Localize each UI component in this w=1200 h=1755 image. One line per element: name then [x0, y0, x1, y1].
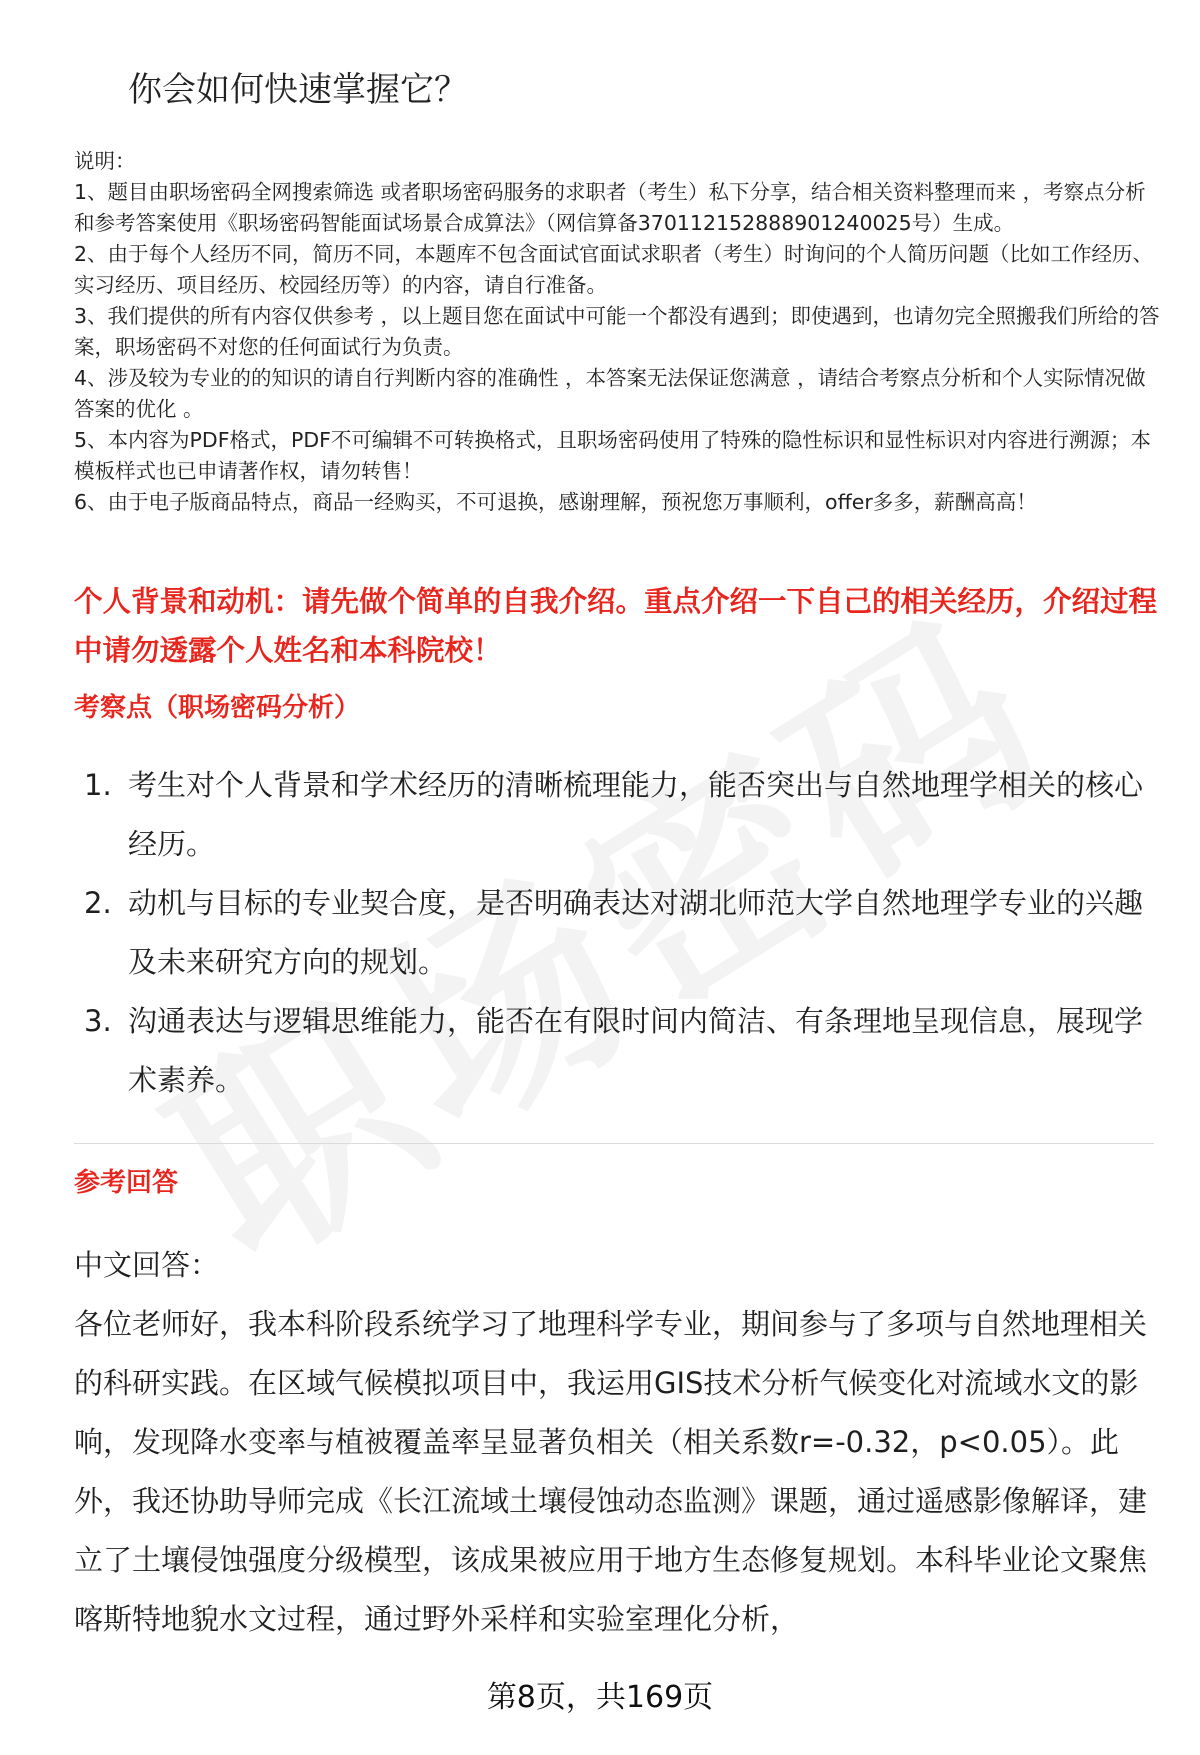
note-item: 6、由于电子版商品特点，商品一经购买，不可退换，感谢理解，预祝您万事顺利，offer多多，薪酬高高！ — [74, 490, 1037, 514]
reference-heading: 参考回答 — [74, 1168, 179, 1198]
list-text: 沟通表达与逻辑思维能力，能否在有限时间内简洁、有条理地呈现信息，展现学术素养。 — [128, 1004, 1144, 1097]
answer-language-label: 中文回答： — [74, 1248, 220, 1282]
list-text: 动机与目标的专业契合度，是否明确表达对湖北师范大学自然地理学专业的兴趣及未来研究方向的规划。 — [128, 886, 1144, 979]
list-item — [74, 874, 1160, 992]
page-number: 第8页，共169页 — [486, 1680, 714, 1715]
list-number: 3. — [84, 1004, 112, 1038]
answer-body: 各位老师好，我本科阶段系统学习了地理科学专业，期间参与了多项与自然地理相关的科研实践。在区域气候模拟项目中，我运用GIS技术分析气候变化对流域水文的影响，发现降水变率与植被覆盖率呈显著负相关（相关系数r=-0.32，p<0.05）。此外，我还协助导师完成《长江流域土壤侵蚀动态监测》课题，通过遥感影像解译，建立了土壤侵蚀强度分级模型，该成果被应用于地方生态修复规划。本科毕业论文聚焦喀斯特地貌水文过程，通过野外采样和实验室理化分析， — [74, 1307, 1148, 1636]
note-item: 2、由于每个人经历不同，简历不同，本题库不包含面试官面试求职者（考生）时询问的个人简历问题（比如工作经历、实习经历、项目经历、校园经历等）的内容，请自行准备。 — [74, 242, 1154, 297]
notes-section — [74, 146, 1160, 518]
list-item — [74, 992, 1160, 1110]
analysis-points — [74, 756, 1160, 1110]
notes-title: 说明： — [74, 149, 136, 173]
analysis-heading: 考察点（职场密码分析） — [74, 693, 361, 723]
list-text: 考生对个人背景和学术经历的清晰梳理能力，能否突出与自然地理学相关的核心经历。 — [128, 768, 1144, 861]
interview-question: 个人背景和动机：请先做个简单的自我介绍。重点介绍一下自己的相关经历，介绍过程中请勿透露个人姓名和本科院校！ — [74, 585, 1158, 667]
note-item: 5、本内容为PDF格式，PDF不可编辑不可转换格式，且职场密码使用了特殊的隐性标识和显性标识对内容进行溯源；本模板样式也已申请著作权，请勿转售！ — [74, 428, 1151, 483]
note-item: 3、我们提供的所有内容仅供参考 ，以上题目您在面试中可能一个都没有遇到；即使遇到，也请勿完全照搬我们所给的答案，职场密码不对您的任何面试行为负责。 — [74, 304, 1160, 359]
note-item: 4、涉及较为专业的的知识的请自行判断内容的准确性 ，本答案无法保证您满意 ，请结合考察点分析和个人实际情况做答案的优化 。 — [74, 366, 1146, 421]
divider — [74, 1143, 1154, 1144]
note-item: 1、题目由职场密码全网搜索筛选 或者职场密码服务的求职者（考生）私下分享，结合相关资料整理而来 ，考察点分析和参考答案使用《职场密码智能面试场景合成算法》（网信算备370112152888901240025号）生成。 — [74, 180, 1146, 235]
list-number: 2. — [84, 886, 112, 920]
list-number: 1. — [84, 768, 112, 802]
top-question: 你会如何快速掌握它？ — [128, 70, 468, 110]
list-item — [74, 756, 1160, 874]
